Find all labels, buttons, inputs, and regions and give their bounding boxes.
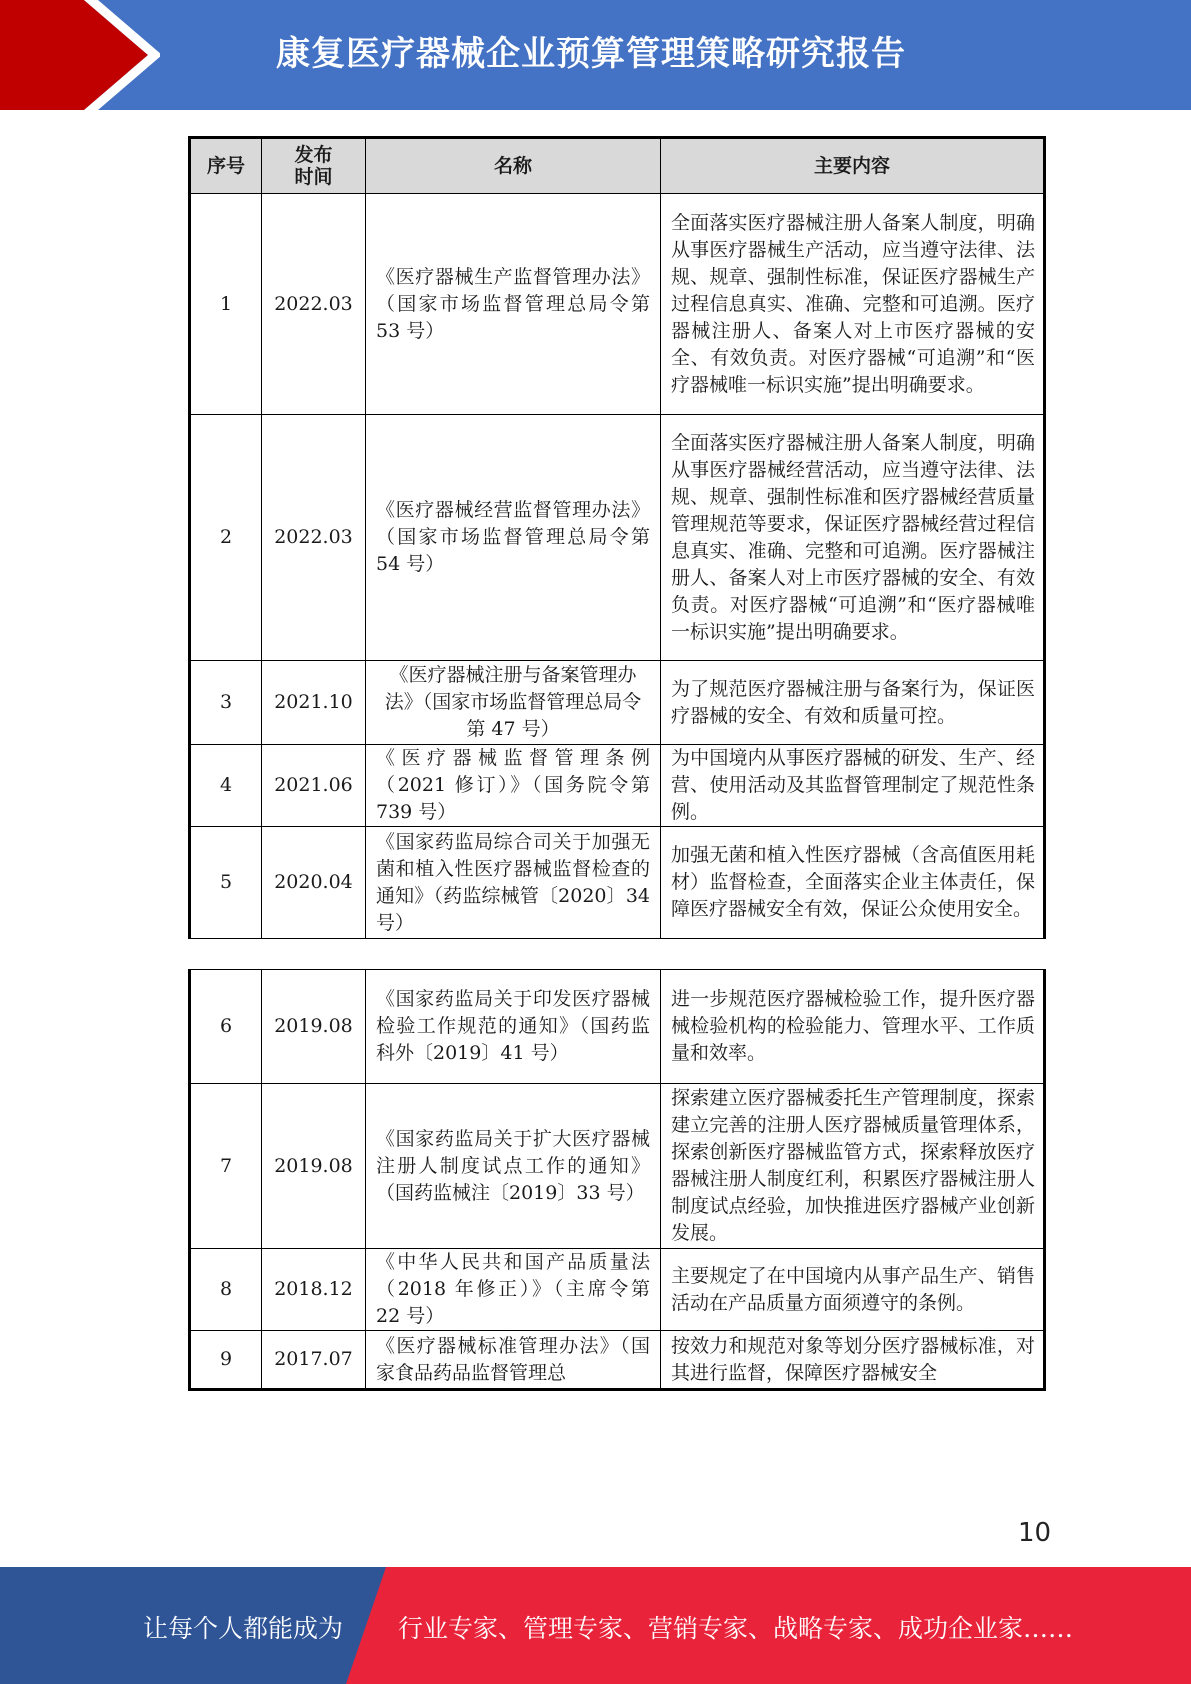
row-name: 《国家药监局关于扩大医疗器械注册人制度试点工作的通知》（国药监械注〔2019〕33 号） — [366, 1084, 661, 1249]
row-content: 为中国境内从事医疗器械的研发、生产、经营、使用活动及其监督管理制定了规范性条例。 — [661, 745, 1045, 827]
regulation-table-part-1 — [188, 136, 1046, 939]
row-no: 6 — [190, 970, 262, 1084]
row-name: 《医疗器械监督管理条例（2021 修订）》（国务院令第 739 号） — [366, 745, 661, 827]
page-header — [0, 0, 1191, 110]
table-row — [190, 745, 1045, 827]
header-date: 发布时间 — [262, 138, 366, 194]
row-content: 全面落实医疗器械注册人备案人制度，明确从事医疗器械经营活动，应当遵守法律、法规、规章、强制性标准和医疗器械经营质量管理规范等要求，保证医疗器械经营过程信息真实、准确、完整和可追溯。医疗器械注册人、备案人对上市医疗器械的安全、有效负责。对医疗器械“可追溯”和“医疗器械唯一标识实施”提出明确要求。 — [661, 415, 1045, 661]
row-no: 8 — [190, 1249, 262, 1331]
row-date: 2022.03 — [262, 194, 366, 415]
header-arrow-icon — [0, 0, 160, 110]
row-content: 为了规范医疗器械注册与备案行为，保证医疗器械的安全、有效和质量可控。 — [661, 661, 1045, 745]
row-date: 2020.04 — [262, 827, 366, 939]
report-title: 康复医疗器械企业预算管理策略研究报告 — [276, 34, 906, 74]
row-content: 按效力和规范对象等划分医疗器械标准，对其进行监督，保障医疗器械安全 — [661, 1331, 1045, 1390]
row-content: 探索建立医疗器械委托生产管理制度，探索建立完善的注册人医疗器械质量管理体系，探索创新医疗器械监管方式，探索释放医疗器械注册人制度红利，积累医疗器械注册人制度试点经验，加快推进医疗器械产业创新发展。 — [661, 1084, 1045, 1249]
table-row — [190, 1331, 1045, 1390]
row-name: 《国家药监局关于印发医疗器械检验工作规范的通知》（国药监科外〔2019〕41 号） — [366, 970, 661, 1084]
row-no: 5 — [190, 827, 262, 939]
row-name: 《国家药监局综合司关于加强无菌和植入性医疗器械监督检查的通知》（药监综械管〔2020〕34 号） — [366, 827, 661, 939]
row-content: 加强无菌和植入性医疗器械（含高值医用耗材）监督检查，全面落实企业主体责任，保障医疗器械安全有效，保证公众使用安全。 — [661, 827, 1045, 939]
row-content: 主要规定了在中国境内从事产品生产、销售活动在产品质量方面须遵守的条例。 — [661, 1249, 1045, 1331]
row-name: 《医疗器械生产监督管理办法》（国家市场监督管理总局令第 53 号） — [366, 194, 661, 415]
row-date: 2022.03 — [262, 415, 366, 661]
page-footer — [0, 1567, 1191, 1684]
table-row — [190, 1249, 1045, 1331]
table-row — [190, 661, 1045, 745]
row-name: 《中华人民共和国产品质量法（2018 年修正）》（主席令第 22 号） — [366, 1249, 661, 1331]
row-no: 3 — [190, 661, 262, 745]
footer-slogan-left: 让每个人都能成为 — [143, 1614, 344, 1643]
row-no: 4 — [190, 745, 262, 827]
row-no: 7 — [190, 1084, 262, 1249]
row-no: 2 — [190, 415, 262, 661]
row-content: 全面落实医疗器械注册人备案人制度，明确从事医疗器械生产活动，应当遵守法律、法规、规章、强制性标准，保证医疗器械生产过程信息真实、准确、完整和可追溯。医疗器械注册人、备案人对上市医疗器械的安全、有效负责。对医疗器械“可追溯”和“医疗器械唯一标识实施”提出明确要求。 — [661, 194, 1045, 415]
row-date: 2017.07 — [262, 1331, 366, 1390]
row-no: 9 — [190, 1331, 262, 1390]
row-content: 进一步规范医疗器械检验工作，提升医疗器械检验机构的检验能力、管理水平、工作质量和效率。 — [661, 970, 1045, 1084]
header-no: 序号 — [190, 138, 262, 194]
table-header-row — [190, 138, 1045, 194]
header-name: 名称 — [366, 138, 661, 194]
table-row — [190, 1084, 1045, 1249]
row-date: 2019.08 — [262, 1084, 366, 1249]
row-name: 《医疗器械注册与备案管理办法》（国家市场监督管理总局令第 47 号） — [366, 661, 661, 745]
table-row — [190, 827, 1045, 939]
row-name: 《医疗器械标准管理办法》（国家食品药品监督管理总 — [366, 1331, 661, 1390]
regulation-table-part-2 — [188, 969, 1046, 1391]
footer-slogan-right: 行业专家、管理专家、营销专家、战略专家、成功企业家…… — [398, 1614, 1074, 1643]
row-date: 2018.12 — [262, 1249, 366, 1331]
row-name: 《医疗器械经营监督管理办法》（国家市场监督管理总局令第 54 号） — [366, 415, 661, 661]
page-number: 10 — [1018, 1518, 1052, 1548]
row-date: 2021.10 — [262, 661, 366, 745]
row-date: 2021.06 — [262, 745, 366, 827]
row-no: 1 — [190, 194, 262, 415]
table-row — [190, 415, 1045, 661]
table-row — [190, 970, 1045, 1084]
row-date: 2019.08 — [262, 970, 366, 1084]
table-row — [190, 194, 1045, 415]
header-content: 主要内容 — [661, 138, 1045, 194]
